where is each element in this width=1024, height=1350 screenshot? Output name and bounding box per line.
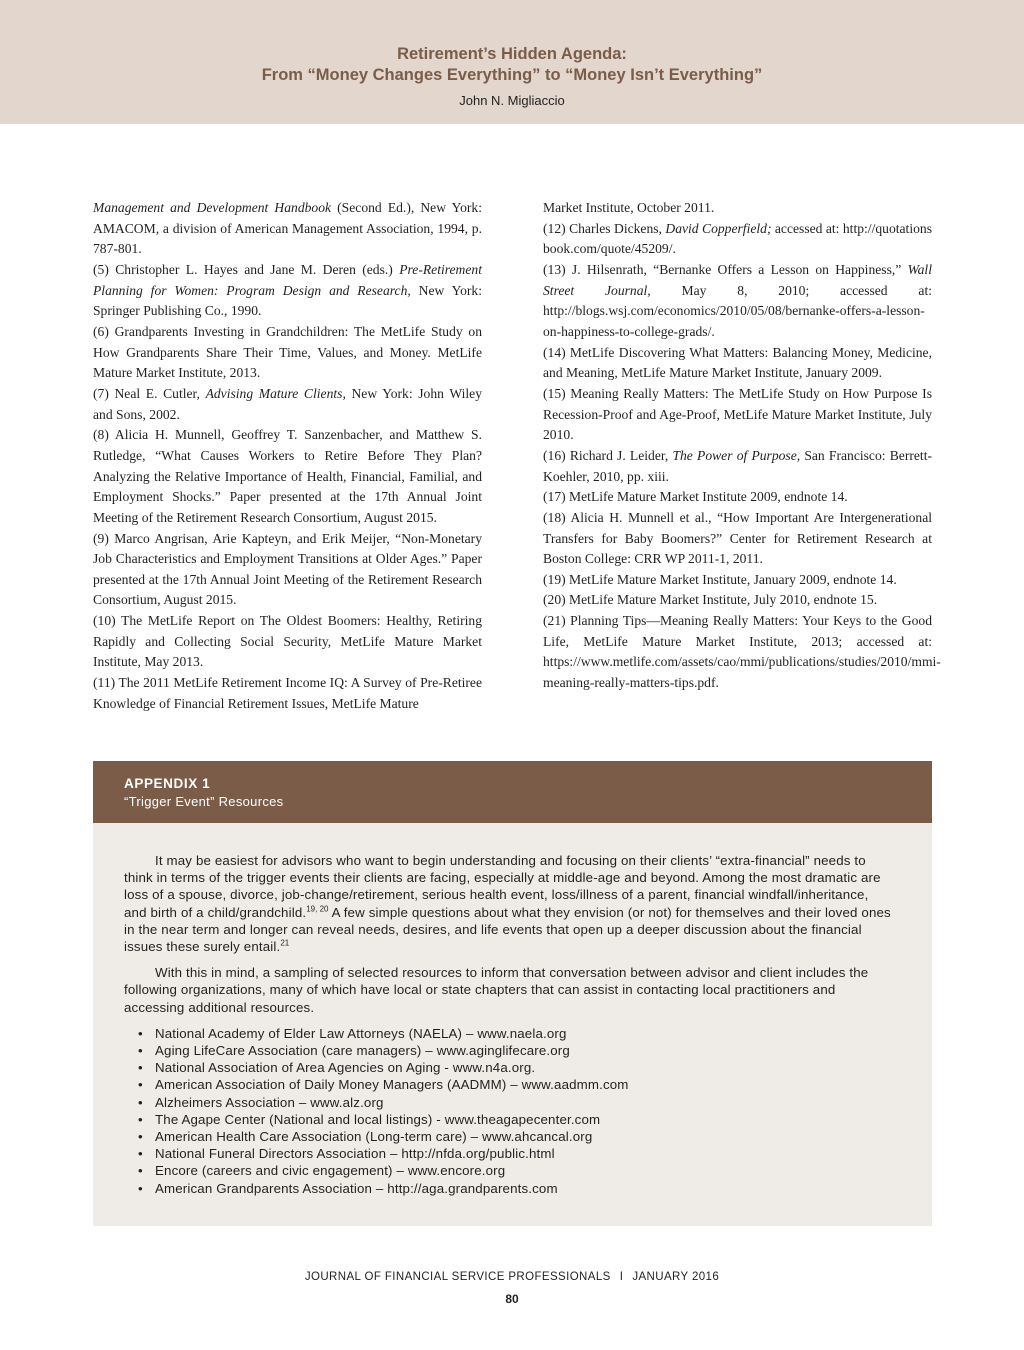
resource-item: • National Funeral Directors Association – http://nfda.org/public.html: [138, 1146, 555, 1162]
bullet-icon: •: [138, 1043, 143, 1059]
reference-entry: (12) Charles Dickens, David Copperfield; accessed at: http://quotations book.com/quote/45209/.: [543, 220, 932, 257]
bullet-icon: •: [138, 1146, 143, 1162]
reference-entry: (20) MetLife Mature Market Institute, July 2010, endnote 15.: [543, 592, 878, 608]
bullet-icon: •: [138, 1077, 143, 1093]
appendix-box: [93, 761, 932, 1226]
references-right-column: [543, 198, 941, 694]
bullet-icon: •: [138, 1111, 143, 1127]
reference-italic: Management and Development Handbook: [93, 200, 332, 215]
resource-item: • Encore (careers and civic engagement) – www.encore.org: [138, 1163, 506, 1179]
reference-entry: (15) Meaning Really Matters: The MetLife Study on How Purpose Is Recession-Proof and Age-Proof, MetLife Mature Market Institute, July 2010.: [543, 385, 932, 443]
reference-entry: (11) The 2011 MetLife Retirement Income IQ: A Survey of Pre-Retiree Knowledge of Financial Retirement Issues, MetLife Mature: [93, 675, 482, 711]
reference-entry: (7) Neal E. Cutler, Advising Mature Clients, New York: John Wiley and Sons, 2002.: [93, 385, 482, 422]
reference-entry: (13) J. Hilsenrath, “Bernanke Offers a Lesson on Happiness,” Wall Street Journal, May 8, 2010; accessed at: http://blogs.wsj.com/economics/2010/05/08/bernanke-offers-a-lesson-on-happiness-to-college-grads/.: [543, 261, 933, 339]
resource-item: • The Agape Center (National and local listings) - www.theagapecenter.com: [138, 1111, 601, 1127]
reference-entry: (10) The MetLife Report on The Oldest Boomers: Healthy, Retiring Rapidly and Collecting Social Security, MetLife Mature Market Institute, May 2013.: [93, 613, 482, 670]
resource-item: • American Grandparents Association – http://aga.grandparents.com: [138, 1180, 558, 1196]
appendix-header: [93, 761, 932, 823]
footnote-ref: 21: [280, 938, 290, 948]
bullet-icon: •: [138, 1128, 143, 1144]
reference-italic: Advising Mature Clients,: [205, 385, 346, 401]
appendix-subtitle: “Trigger Event” Resources: [124, 794, 284, 809]
bullet-icon: •: [138, 1094, 143, 1110]
references-left-column: [93, 198, 482, 714]
resource-item: • Aging LifeCare Association (care managers) – www.aginglifecare.org: [138, 1043, 570, 1059]
resource-item: • Alzheimers Association – www.alz.org: [138, 1094, 384, 1110]
reference-entry: Management and Development Handbook (Second Ed.), New York: AMACOM, a division of American Management Association, 1994, p. 787-801.: [93, 200, 482, 257]
issue-date: JANUARY 2016: [632, 1271, 720, 1283]
reference-entry: (21) Planning Tips—Meaning Really Matters: Your Keys to the Good Life, MetLife Mature Market Institute, 2013; accessed at: https://www.metlife.com/assets/cao/mmi/publications/studies/2010/mmi-meaning-really-matters-tips.pdf.: [543, 613, 941, 691]
article-author: John N. Migliaccio: [459, 93, 565, 108]
reference-entry: (5) Christopher L. Hayes and Jane M. Deren (eds.) Pre-Retirement Planning for Women: Program Design and Research, New York: Springer Publishing Co., 1990.: [93, 261, 482, 319]
appendix-paragraph: It may be easiest for advisors who want to begin understanding and focusing on their clients’ “extra-financial” needs to think in terms of the trigger events their clients are facing, especially at middle-age and beyond. Among the most dramatic are loss of a spouse, divorce, job-change/retirement, serious health event, loss/illness of a parent, financial windfall/inheritance, and birth of a child/grandchild.$^{19, 20}$ A few simple questions about what they envision (or not) for themselves and their loved ones in the near term and longer can reveal needs, desires, and life events that open up a deeper discussion about the financial issues these surely entail.$^{21}$: [124, 853, 891, 955]
journal-name: JOURNAL OF FINANCIAL SERVICE PROFESSIONALS: [304, 1271, 611, 1283]
reference-entry: (16) Richard J. Leider, The Power of Purpose, San Francisco: Berrett-Koehler, 2010, pp. xiii.: [543, 447, 932, 484]
bullet-icon: •: [138, 1025, 143, 1041]
bullet-icon: •: [138, 1060, 143, 1076]
appendix-body: [124, 852, 894, 1197]
footer-journal: [0, 1271, 1024, 1283]
reference-entry: (19) MetLife Mature Market Institute, January 2009, endnote 14.: [543, 571, 897, 587]
reference-entry: (18) Alicia H. Munnell et al., “How Important Are Intergenerational Transfers for Baby Boomers?” Center for Retirement Research at Boston College: CRR WP 2011-1, 2011.: [543, 509, 932, 567]
article-header: [0, 0, 1024, 124]
footnote-ref: 19, 20: [306, 904, 329, 914]
resource-item: • American Association of Daily Money Managers (AADMM) – www.aadmm.com: [138, 1077, 629, 1093]
appendix-label: APPENDIX 1: [124, 776, 211, 791]
resource-list: [124, 1025, 894, 1197]
reference-entry: (8) Alicia H. Munnell, Geoffrey T. Sanzenbacher, and Matthew S. Rutledge, “What Causes Workers to Retire Before They Plan? Analyzing the Relative Importance of Health, Financial, Familial, and Employment Shocks.” Paper presented at the 17th Annual Joint Meeting of the Retirement Research Consortium, August 2015.: [93, 427, 482, 525]
footer-separator: I: [619, 1271, 624, 1283]
reference-italic: David Copperfield;: [665, 220, 772, 236]
reference-italic: Pre-Retirement Planning for Women: Program Design and Research,: [93, 261, 482, 298]
reference-entry: (9) Marco Angrisan, Arie Kapteyn, and Erik Meijer, “Non-Monetary Job Characteristics and Employment Transitions at Older Ages.” Paper presented at the 17th Annual Joint Meeting of the Retirement Research Consortium, August 2015.: [93, 530, 482, 608]
appendix-paragraph: With this in mind, a sampling of selected resources to inform that conversation between advisor and client includes the following organizations, many of which have local or state chapters that can assist in contacting local practitioners and accessing additional resources.: [124, 965, 869, 1015]
article-title: [0, 44, 1024, 86]
resource-item: • National Academy of Elder Law Attorneys (NAELA) – www.naela.org: [138, 1025, 567, 1041]
reference-italic: The Power of Purpose,: [672, 447, 801, 463]
reference-entry: Market Institute, October 2011.: [543, 200, 715, 215]
bullet-icon: •: [138, 1180, 143, 1196]
resource-item: • National Association of Area Agencies on Aging - www.n4a.org.: [138, 1060, 536, 1076]
reference-entry: (6) Grandparents Investing in Grandchildren: The MetLife Study on How Grandparents Share Their Time, Values, and Money. MetLife Mature Market Institute, 2013.: [93, 323, 482, 381]
bullet-icon: •: [138, 1163, 143, 1179]
article-title-line1: Retirement’s Hidden Agenda:: [397, 45, 627, 63]
reference-entry: (14) MetLife Discovering What Matters: Balancing Money, Medicine, and Meaning, MetLife Mature Market Institute, January 2009.: [543, 344, 932, 381]
page-number: 80: [505, 1292, 519, 1306]
resource-item: • American Health Care Association (Long-term care) – www.ahcancal.org: [138, 1128, 593, 1144]
reference-entry: (17) MetLife Mature Market Institute 2009, endnote 14.: [543, 489, 848, 505]
reference-italic: Wall Street Journal,: [543, 261, 932, 298]
article-title-line2: From “Money Changes Everything” to “Money Isn’t Everything”: [261, 66, 763, 84]
